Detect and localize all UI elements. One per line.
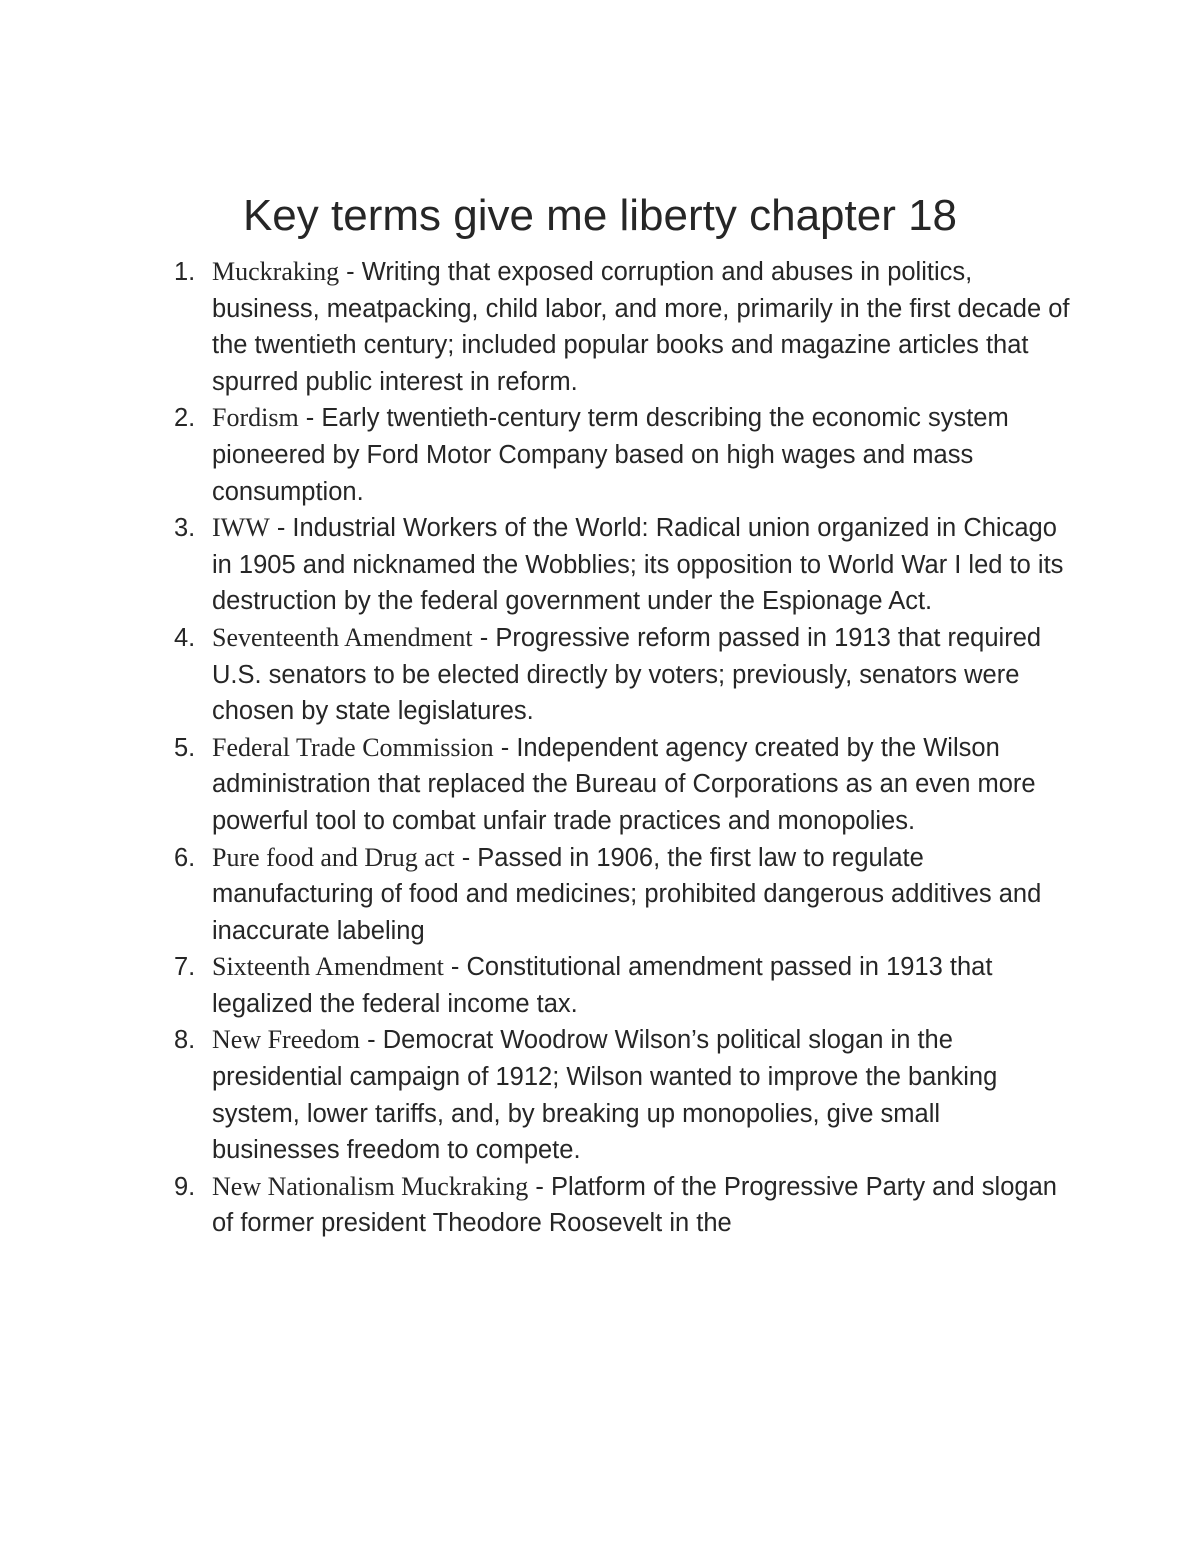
term-definition: Progressive reform passed in 1913 that required U.S. senators to be elected directly by voters; previously, senators were chosen by state legislatures.: [212, 623, 1042, 726]
term-name: Seventeenth Amendment: [212, 622, 473, 652]
item-number: 6.: [174, 843, 196, 872]
term-separator: -: [472, 623, 496, 652]
list-item: [174, 400, 1074, 510]
term-definition: Independent agency created by the Wilson administration that replaced the Bureau of Corporations as an even more powerful tool to combat unfair trade practices and monopolies.: [212, 733, 1036, 835]
term-definition: Writing that exposed corruption and abuses in politics, business, meatpacking, child labor, and more, primarily in the first decade of the twentieth century; included popular books and magazine articles that spurred public interest in reform.: [212, 258, 1070, 396]
term-separator: -: [339, 258, 362, 286]
term-definition: Industrial Workers of the World: Radical union organized in Chicago in 1905 and nicknamed the Wobblies; its opposition to World War I led to its destruction by the federal government under the Espionage Act.: [212, 514, 1064, 616]
item-number: 2.: [174, 404, 196, 433]
term-name: Sixteenth Amendment: [212, 952, 444, 982]
term-separator: -: [360, 1026, 383, 1055]
item-number: 1.: [174, 258, 196, 286]
page-title: Key terms give me liberty chapter 18: [242, 191, 958, 240]
term-definition: Democrat Woodrow Wilson’s political slogan in the presidential campaign of 1912; Wilson wanted to improve the banking system, lower tariffs, and, by breaking up monopolies, give small businesses freedom to compete.: [212, 1026, 998, 1165]
item-number: 3.: [174, 514, 196, 543]
list-item: [174, 1169, 1074, 1242]
term-separator: -: [443, 953, 467, 982]
term-separator: -: [454, 843, 478, 872]
term-definition: Passed in 1906, the first law to regulate manufacturing of food and medicines; prohibited dangerous additives and inaccurate labeling: [212, 843, 1042, 945]
list-item: [174, 949, 1074, 1022]
term-name: New Freedom: [212, 1025, 361, 1055]
list-item: [174, 730, 1074, 840]
term-separator: -: [493, 733, 517, 762]
key-terms-list: [174, 254, 1074, 1242]
term-separator: -: [269, 514, 293, 543]
item-number: 7.: [174, 953, 196, 982]
list-item: [174, 620, 1074, 730]
term-name: New Nationalism Muckraking: [212, 1171, 529, 1201]
list-item: [174, 510, 1074, 620]
term-definition: Constitutional amendment passed in 1913 that legalized the federal income tax.: [212, 953, 993, 1018]
item-number: 5.: [174, 733, 196, 762]
term-definition: Platform of the Progressive Party and slogan of former president Theodore Roosevelt in the: [212, 1172, 1057, 1238]
term-separator: -: [528, 1172, 551, 1201]
term-definition: Early twentieth-century term describing the economic system pioneered by Ford Motor Company based on high wages and mass consumption.: [212, 404, 1009, 506]
term-name: IWW: [212, 513, 270, 543]
term-name: Muckraking: [212, 257, 340, 286]
item-number: 8.: [174, 1026, 196, 1055]
list-item: [174, 1022, 1074, 1168]
item-number: 4.: [174, 623, 196, 652]
item-number: 9.: [174, 1172, 196, 1201]
term-name: Fordism: [212, 403, 299, 433]
term-separator: -: [298, 404, 322, 433]
term-name: Federal Trade Commission: [212, 732, 494, 762]
list-item: [174, 254, 1074, 400]
term-name: Pure food and Drug act: [212, 842, 455, 872]
list-item: [174, 840, 1074, 950]
